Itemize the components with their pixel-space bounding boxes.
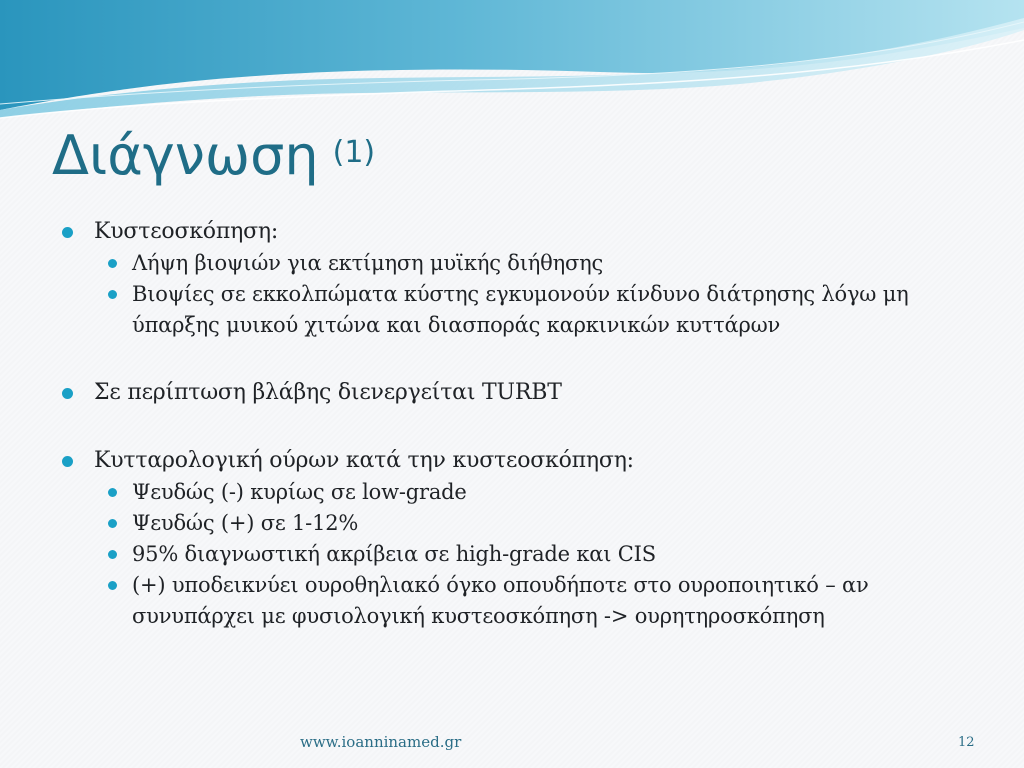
title-number: (1) <box>332 135 376 170</box>
sub-bullet-text: Ψευδώς (+) σε 1-12% <box>132 511 359 535</box>
slide-title <box>52 126 375 185</box>
bullet-icon <box>108 488 117 497</box>
bullet-icon <box>62 388 73 399</box>
list-item <box>60 445 960 632</box>
list-item <box>60 377 960 409</box>
bullet-icon <box>62 456 73 467</box>
list-item <box>94 279 960 341</box>
list-item <box>94 477 960 508</box>
bullet-text: Κυτταρολογική ούρων κατά την κυστεοσκόπηση: <box>94 448 634 473</box>
list-item <box>94 248 960 279</box>
sub-bullet-text: Λήψη βιοψιών για εκτίμηση μυϊκής διήθησης <box>132 251 604 275</box>
bullet-list <box>60 216 960 632</box>
list-item <box>60 216 960 341</box>
slide-content <box>60 216 960 632</box>
sub-bullet-text: Βιοψίες σε εκκολπώματα κύστης εγκυμονούν κίνδυνο διάτρησης λόγω μη ύπαρξης μυικού χιτώνα και διασποράς καρκινικών κυττάρων <box>132 282 909 337</box>
list-item <box>94 570 960 632</box>
title-text: Διάγνωση <box>52 124 319 187</box>
sub-bullet-list <box>94 248 960 341</box>
footer-url: www.ioanninamed.gr <box>300 733 462 751</box>
list-item <box>94 539 960 570</box>
sub-bullet-list <box>94 477 960 632</box>
page-number: 12 <box>958 735 975 750</box>
bullet-icon <box>108 550 117 559</box>
bullet-icon <box>108 581 117 590</box>
bullet-text: Σε περίπτωση βλάβης διενεργείται TURBT <box>94 380 562 405</box>
sub-bullet-text: (+) υποδεικνύει ουροθηλιακό όγκο οπουδήποτε στο ουροποιητικό – αν συνυπάρχει με φυσιολογική κυστεοσκόπηση -> ουρητηροσκόπηση <box>132 573 869 628</box>
header-wave-decoration <box>0 0 1024 130</box>
sub-bullet-text: 95% διαγνωστική ακρίβεια σε high-grade και CIS <box>132 542 656 566</box>
bullet-icon <box>62 227 73 238</box>
bullet-icon <box>108 519 117 528</box>
bullet-icon <box>108 290 117 299</box>
bullet-icon <box>108 259 117 268</box>
bullet-text: Κυστεοσκόπηση: <box>94 219 279 244</box>
list-item <box>94 508 960 539</box>
sub-bullet-text: Ψευδώς (-) κυρίως σε low-grade <box>132 480 467 504</box>
